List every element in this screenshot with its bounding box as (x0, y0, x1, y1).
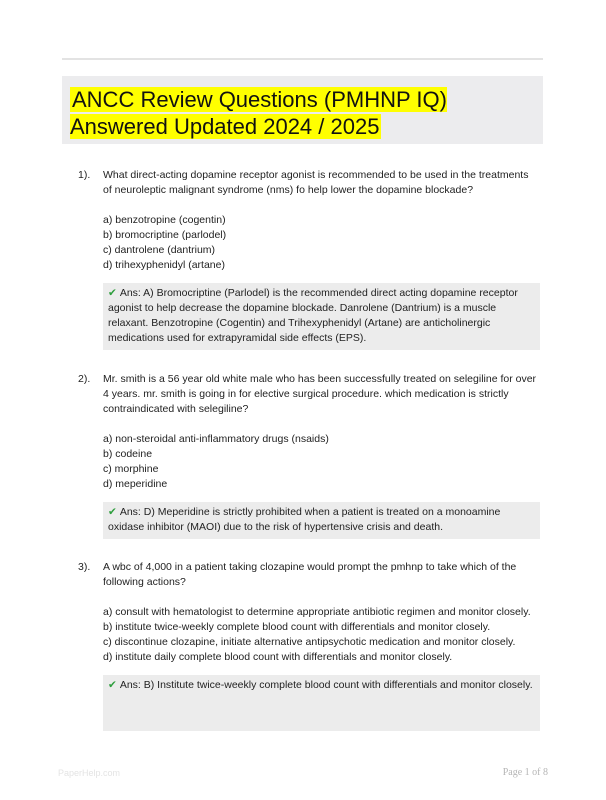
question-number: 1). (78, 169, 91, 181)
question-1 (78, 168, 540, 350)
check-icon: ✔ (108, 287, 117, 299)
option-c: c) dantrolene (dantrium) (103, 244, 216, 256)
answer-box (103, 502, 540, 539)
option-b: b) bromocriptine (parlodel) (103, 229, 227, 241)
title-block (62, 76, 543, 144)
answer-text: Ans: A) Bromocriptine (Parlodel) is the recommended direct acting dopamine receptor agonist to help decrease the dopamine blockade. Danrolene (Dantrium) is a muscle relaxant. Benzotropine (Cogentin) and Trihexyphenidyl (Artane) are anticholinergic medications used for extrapyramidal side effects (EPS). (108, 287, 518, 344)
option-a: a) non-steroidal anti-inflammatory drugs (nsaids) (103, 433, 329, 445)
option-a: a) consult with hematologist to determine appropriate antibiotic regimen and monitor closely. (103, 606, 531, 618)
check-icon: ✔ (108, 679, 117, 691)
option-d: d) institute daily complete blood count with differentials and monitor closely. (103, 651, 453, 663)
option-list (103, 213, 540, 273)
question-number: 3). (78, 561, 91, 573)
answer-box (103, 283, 540, 350)
option-c: c) morphine (103, 463, 159, 475)
option-list (103, 605, 540, 665)
page-title (70, 86, 535, 140)
question-2 (78, 372, 540, 539)
question-text: Mr. smith is a 56 year old white male who has been successfully treated on selegiline for over 4 years. mr. smith is going in for elective surgical procedure. which medication is strictly contraindicated with selegiline? (103, 373, 537, 415)
option-c: c) discontinue clozapine, initiate alternative antipsychotic medication and monitor closely. (103, 636, 516, 648)
option-d: d) meperidine (103, 478, 168, 490)
top-divider (62, 58, 543, 60)
question-text: A wbc of 4,000 in a patient taking clozapine would prompt the pmhnp to take which of the following actions? (103, 561, 517, 588)
answer-box (103, 675, 540, 731)
footer-watermark: PaperHelp.com (58, 768, 121, 778)
question-number: 2). (78, 373, 91, 385)
title-highlight: ANCC Review Questions (PMHNP IQ) Answered Updated 2024 / 2025 (70, 87, 447, 139)
answer-text: Ans: D) Meperidine is strictly prohibited when a patient is treated on a monoamine oxidase inhibitor (MAOI) due to the risk of hypertensive crisis and death. (108, 506, 501, 533)
option-b: b) institute twice-weekly complete blood count with differentials and monitor closely. (103, 621, 491, 633)
question-3 (78, 560, 540, 731)
option-a: a) benzotropine (cogentin) (103, 214, 226, 226)
question-text: What direct-acting dopamine receptor agonist is recommended to be used in the treatments of neuroleptic malignant syndrome (nms) fo help lower the dopamine blockade? (103, 169, 529, 196)
page-number: Page 1 of 8 (502, 767, 548, 778)
option-b: b) codeine (103, 448, 153, 460)
option-d: d) trihexyphenidyl (artane) (103, 259, 225, 271)
option-list (103, 432, 540, 492)
answer-text: Ans: B) Institute twice-weekly complete blood count with differentials and monitor closely. (119, 679, 533, 691)
check-icon: ✔ (108, 506, 117, 518)
